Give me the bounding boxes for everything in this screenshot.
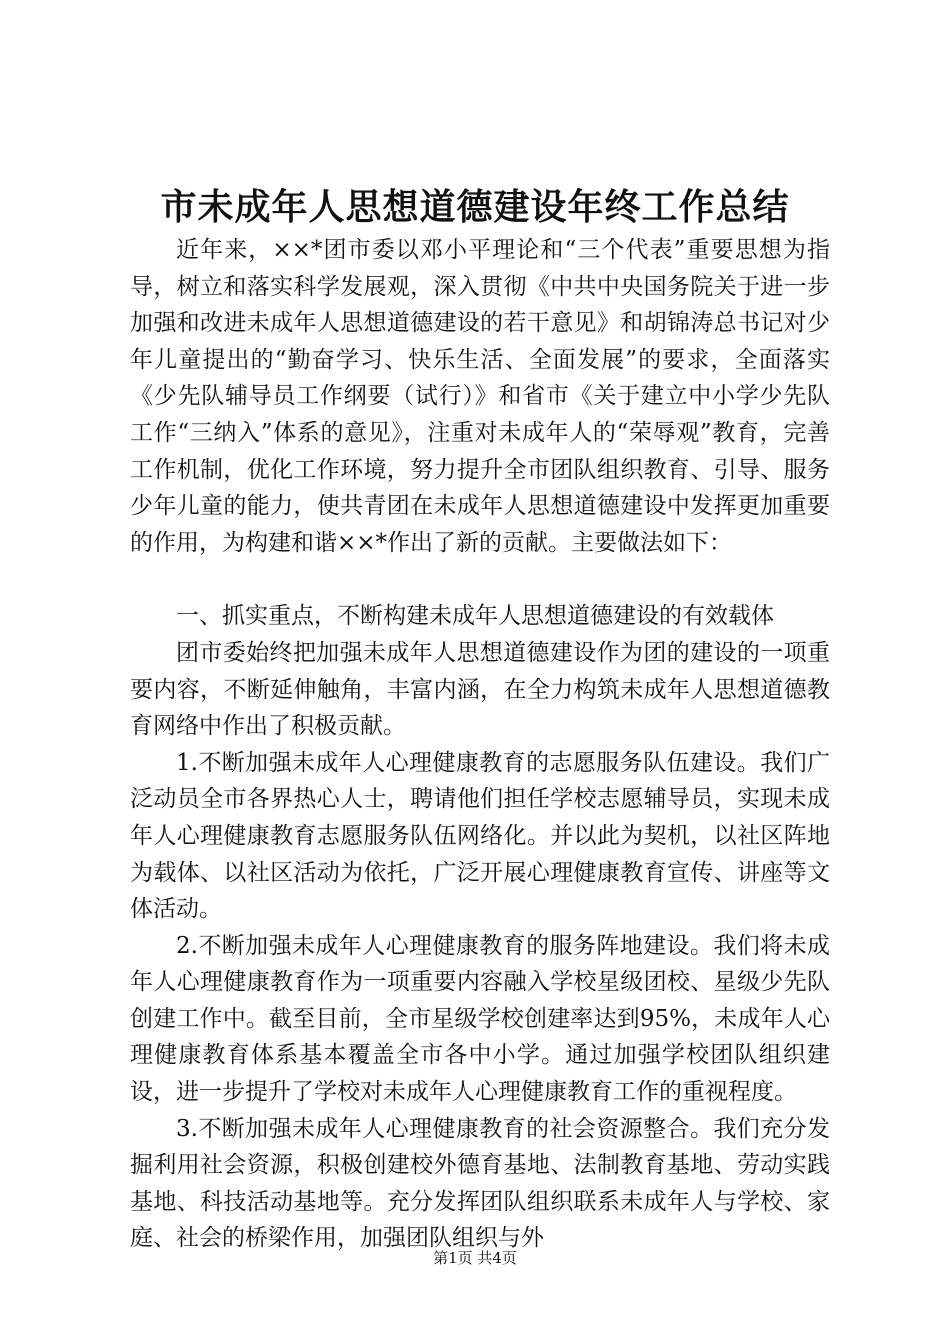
document-title: 市未成年人思想道德建设年终工作总结 [160, 186, 790, 228]
page-number-footer: 第1页 共4页 [433, 1249, 517, 1267]
paragraph-item-3: 3.不断加强未成年人心理健康教育的社会资源整合。我们充分发掘利用社会资源，积极创建校外德育基地、法制教育基地、劳动实践基地、科技活动基地等。充分发挥团队组织联系未成年人与学校、家庭、社会的桥梁作用，加强团队组织与外 [130, 1115, 830, 1252]
paragraph-section-intro: 团市委始终把加强未成年人思想道德建设作为团的建设的一项重要内容，不断延伸触角，丰富内涵，在全力构筑未成年人思想道德教育网络中作出了积极贡献。 [130, 639, 830, 740]
paragraph-item-1: 1.不断加强未成年人心理健康教育的志愿服务队伍建设。我们广泛动员全市各界热心人士，聘请他们担任学校志愿辅导员，实现未成年人心理健康教育志愿服务队伍网络化。并以此为契机，以社区阵地为载体、以社区活动为依托，广泛开展心理健康教育宣传、讲座等文体活动。 [130, 749, 830, 923]
paragraph-intro: 近年来，××*团市委以邓小平理论和“三个代表”重要思想为指导，树立和落实科学发展观，深入贯彻《中共中央国务院关于进一步加强和改进未成年人思想道德建设的若干意见》和胡锦涛总书记对少年儿童提出的“勤奋学习、快乐生活、全面发展”的要求，全面落实《少先队辅导员工作纲要（试行）》和省市《关于建立中小学少先队工作“三纳入”体系的意见》，注重对未成年人的“荣辱观”教育，完善工作机制，优化工作环境，努力提升全市团队组织教育、引导、服务少年儿童的能力，使共青团在未成年人思想道德建设中发挥更加重要的作用，为构建和谐××*作出了新的贡献。主要做法如下： [130, 237, 830, 556]
section-heading: 一、抓实重点，不断构建未成年人思想道德建设的有效载体 [176, 603, 774, 630]
paragraph-item-2: 2.不断加强未成年人心理健康教育的服务阵地建设。我们将未成年人心理健康教育作为一项重要内容融入学校星级团校、星级少先队创建工作中。截至目前，全市星级学校创建率达到95%，未成年人心理健康教育体系基本覆盖全市各中小学。通过加强学校团队组织建设，进一步提升了学校对未成年人心理健康教育工作的重视程度。 [130, 932, 830, 1106]
document-body [130, 232, 830, 1257]
